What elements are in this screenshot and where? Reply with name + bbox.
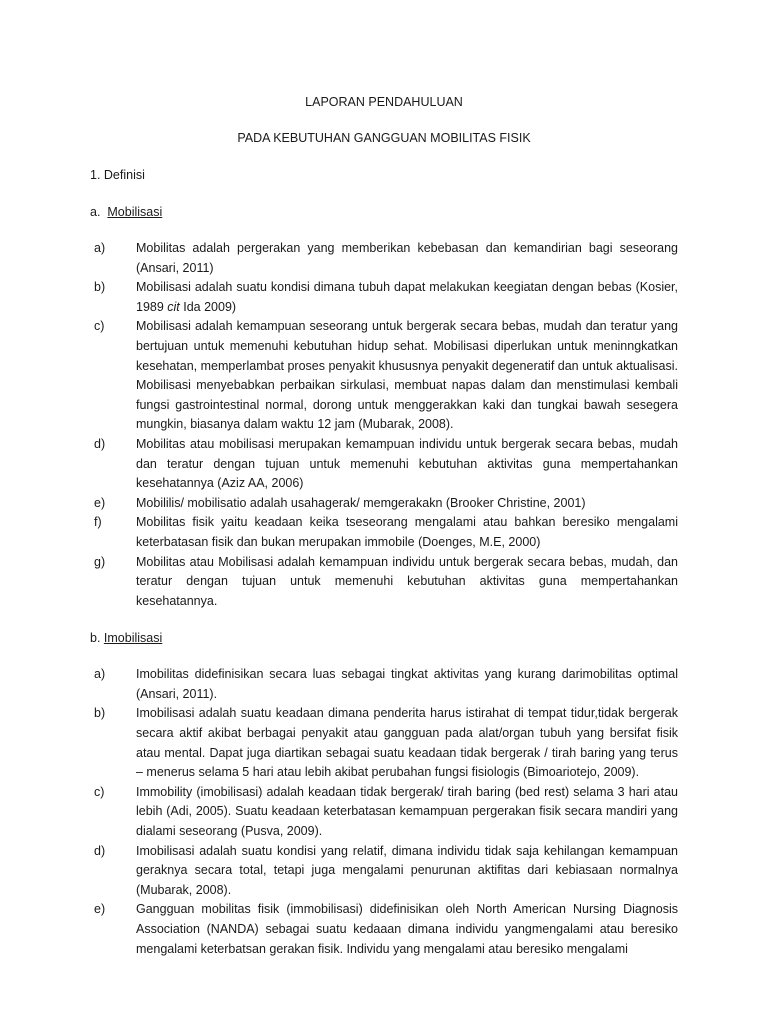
subsection-label: Mobilisasi [107, 205, 163, 219]
list-marker: g) [94, 554, 106, 569]
subsection-marker: b. [90, 631, 101, 646]
list-marker: c) [94, 784, 105, 799]
list-text: Mobilitas adalah pergerakan yang memberikan kebebasan dan kemandirian bagi seseorang (Ansari, 2011) [136, 241, 678, 275]
list-text-part: Mobilisasi adalah suatu kondisi dimana tubuh dapat melakukan keegiatan dengan bebas (Kosier, 1989 [136, 280, 678, 314]
list-item [90, 783, 678, 842]
list-text: Mobilitas fisik yaitu keadaan keika tseseorang mengalami atau bahkan beresiko mengalami keterbatasan fisik dan bukan merupakan immobile (Doenges, M.E, 2000) [136, 515, 678, 549]
list-marker: d) [94, 436, 106, 451]
list-marker: b) [94, 280, 106, 295]
list-text: Imobilisasi adalah suatu keadaan dimana penderita harus istirahat di tempat tidur,tidak bergerak secara aktif akibat berbagai penyakit atau gangguan pada alat/organ tubuh yang bersifat fisik atau mental. Dapat juga diartikan sebagai suatu keadaan tidak bergerak / tirah baring yang terus – menerus selama 5 hari atau lebih akibat perubahan fungsi fisiologis (Bimoariotejo, 2009). [136, 706, 678, 780]
list-text-part: Ida 2009) [179, 299, 237, 314]
list-text-italic: cit [167, 299, 180, 314]
section-heading-definisi: 1. Definisi [90, 168, 145, 182]
list-item [90, 278, 678, 317]
list-item [90, 239, 678, 278]
list-marker: b) [94, 706, 106, 721]
list-text: Mobililis/ mobilisatio adalah usahagerak/ memgerakakn (Brooker Christine, 2001) [136, 495, 586, 510]
list-text: Immobility (imobilisasi) adalah keadaan tidak bergerak/ tirah baring (bed rest) selama 3 hari atau lebih (Adi, 2005). Suatu keadaan keterbatasan kemampuan pergerakan fisik secara mandiri yang dialami seseorang (Pusva, 2009). [136, 784, 678, 839]
list-item [90, 317, 678, 435]
list-marker: c) [94, 319, 105, 334]
list-text: Gangguan mobilitas fisik (immobilisasi) didefinisikan oleh North American Nursing Diagnosis Association (NANDA) sebagai suatu kedaaan dimana individu yangmengalami atau beresiko mengalami keterbatsan gerakan fisik. Individu yang mengalami atau beresiko mengalami [136, 902, 678, 956]
list-marker: e) [94, 495, 106, 510]
list-item [90, 494, 678, 514]
list-item [90, 665, 678, 704]
list-item [90, 900, 678, 959]
subsection-marker: a. [90, 205, 101, 219]
list-text: Imobilisasi adalah suatu kondisi yang relatif, dimana individu tidak saja kehilangan kemampuan geraknya secara total, tetapi juga mengalami penurunan aktifitas dari kebiasaan normalnya (Mubarak, 2008). [136, 843, 678, 897]
list-text: Imobilitas didefinisikan secara luas sebagai tingkat aktivitas yang kurang darimobilitas optimal (Ansari, 2011). [136, 667, 678, 701]
list-marker: f) [94, 515, 102, 530]
subsection-heading-imobilisasi [90, 628, 678, 648]
list-item [90, 435, 678, 494]
list-text: Mobilitas atau mobilisasi merupakan kemampuan individu untuk bergerak secara bebas, mudah dan teratur dengan tujuan untuk memenuhi kebutuhan aktivitas guna mempertahankan kesehatannya (Aziz AA, 2006) [136, 436, 678, 491]
imobilisasi-list [90, 665, 678, 959]
document-subtitle: PADA KEBUTUHAN GANGGUAN MOBILITAS FISIK [237, 131, 531, 145]
list-item [90, 513, 678, 552]
mobilisasi-list [90, 239, 678, 611]
list-marker: a) [94, 241, 106, 255]
list-marker: e) [94, 902, 106, 917]
list-text: Mobilisasi adalah kemampuan seseorang untuk bergerak secara bebas, mudah dan teratur yang bertujuan untuk memenuhi kebutuhan hidup sehat. Mobilisasi diperlukan untuk meninngkatkan kesehatan, memperlambat proses penyakit khususnya penyakit degeneratif dan untuk aktualisasi. Mobilisasi menyebabkan perbaikan sirkulasi, membuat napas dalam dan menstimulasi kembali fungsi gastrointestinal normal, dorong untuk menggerakkan kaki dan tungkai bawah sesegera mungkin, biasanya dalam waktu 12 jam (Mubarak, 2008). [136, 319, 678, 432]
subsection-heading-mobilisasi [90, 202, 678, 222]
list-text: Mobilitas atau Mobilisasi adalah kemampuan individu untuk bergerak secara bebas, mudah, dan teratur dengan tujuan untuk memenuhi kebutuhan aktivitas guna mempertahankan kesehatannya. [136, 554, 678, 608]
list-item [90, 553, 678, 612]
list-text [136, 278, 678, 317]
list-marker: a) [94, 667, 106, 682]
list-marker: d) [94, 843, 106, 858]
document-title: LAPORAN PENDAHULUAN [305, 95, 463, 109]
list-item [90, 704, 678, 782]
list-item [90, 842, 678, 901]
subsection-label: Imobilisasi [103, 631, 163, 646]
